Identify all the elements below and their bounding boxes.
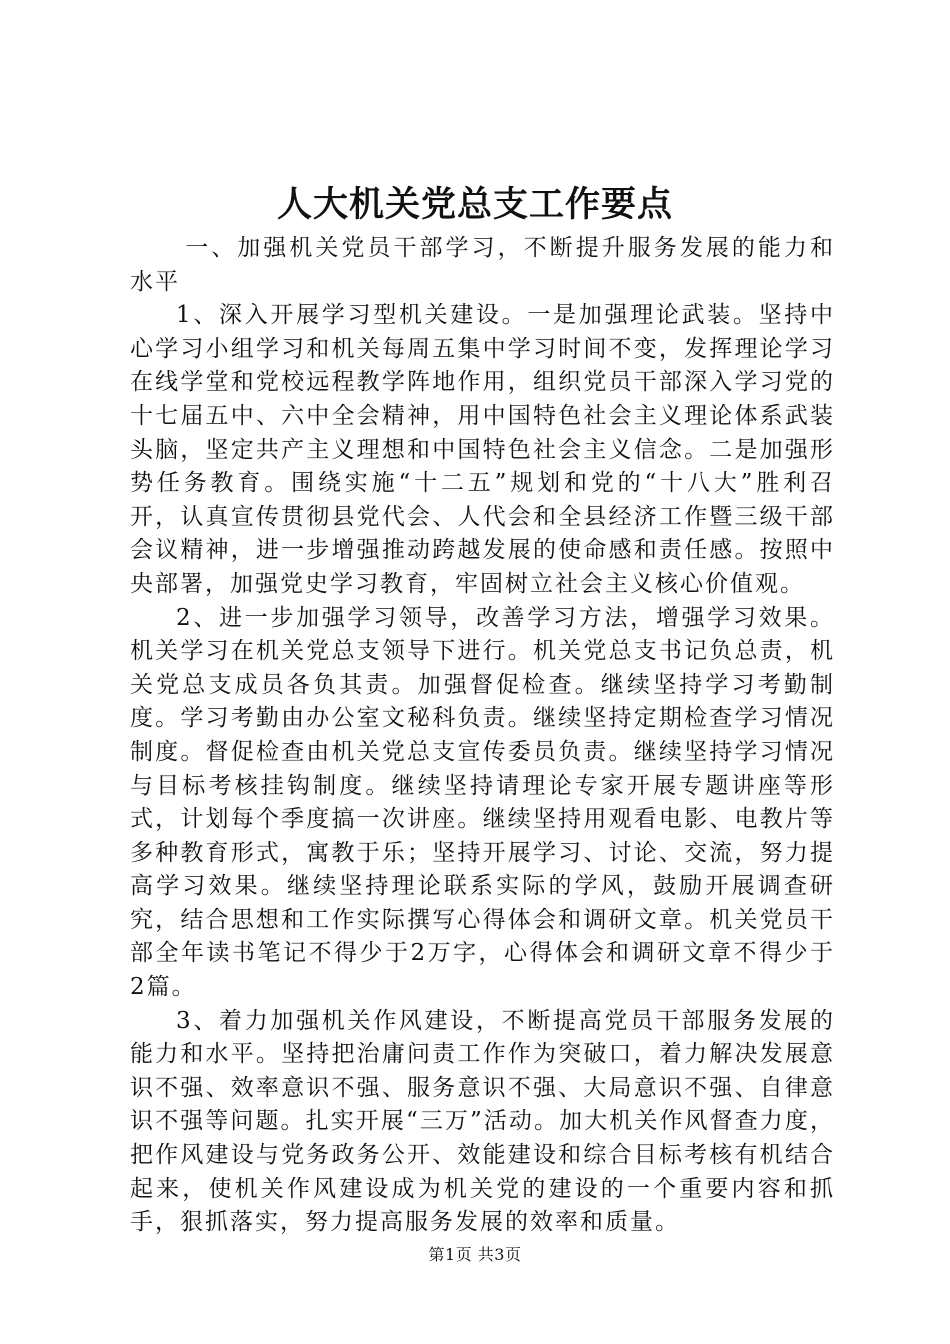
body-paragraph: 1、深入开展学习型机关建设。一是加强理论武装。坚持中心学习小组学习和机关每周五集中学习时间不变，发挥理论学习在线学堂和党校远程教学阵地作用，组织党员干部深入学习党的十七届五中、六中全会精神，用中国特色社会主义理论体系武装头脑，坚定共产主义理想和中国特色社会主义信念。二是加强形势任务教育。围绕实施“十二五”规划和党的“十八大”胜利召开，认真宣传贯彻县党代会、人代会和全县经济工作暨三级干部会议精神，进一步增强推动跨越发展的使命感和责任感。按照中央部署，加强党史学习教育，牢固树立社会主义核心价值观。 bbox=[130, 302, 835, 597]
body-paragraph: 2、进一步加强学习领导，改善学习方法，增强学习效果。机关学习在机关党总支领导下进行。机关党总支书记负总责，机关党总支成员各负其责。加强督促检查。继续坚持学习考勤制度。学习考勤由办公室文秘科负责。继续坚持定期检查学习情况制度。督促检查由机关党总支宣传委员负责。继续坚持学习情况与目标考核挂钩制度。继续坚持请理论专家开展专题讲座等形式，计划每个季度搞一次讲座。继续坚持用观看电影、电教片等多种教育形式，寓教于乐；坚持开展学习、讨论、交流，努力提高学习效果。继续坚持理论联系实际的学风，鼓励开展调查研究，结合思想和工作实际撰写心得体会和调研文章。机关党员干部全年读书笔记不得少于2万字，心得体会和调研文章不得少于2篇。 bbox=[130, 604, 835, 1001]
document-body bbox=[130, 232, 835, 1240]
body-paragraph: 3、着力加强机关作风建设，不断提高党员干部服务发展的能力和水平。坚持把治庸问责工作作为突破口，着力解决发展意识不强、效率意识不强、服务意识不强、大局意识不强、自律意识不强等问题。扎实开展“三万”活动。加大机关作风督查力度，把作风建设与党务政务公开、效能建设和综合目标考核有机结合起来，使机关作风建设成为机关党的建设的一个重要内容和抓手，狠抓落实，努力提高服务发展的效率和质量。 bbox=[130, 1007, 835, 1236]
section-heading: 一、加强机关党员干部学习，不断提升服务发展的能力和水平 bbox=[130, 235, 835, 295]
page-footer: 第1页 共3页 bbox=[428, 1245, 522, 1264]
document-title: 人大机关党总支工作要点 bbox=[276, 184, 673, 225]
